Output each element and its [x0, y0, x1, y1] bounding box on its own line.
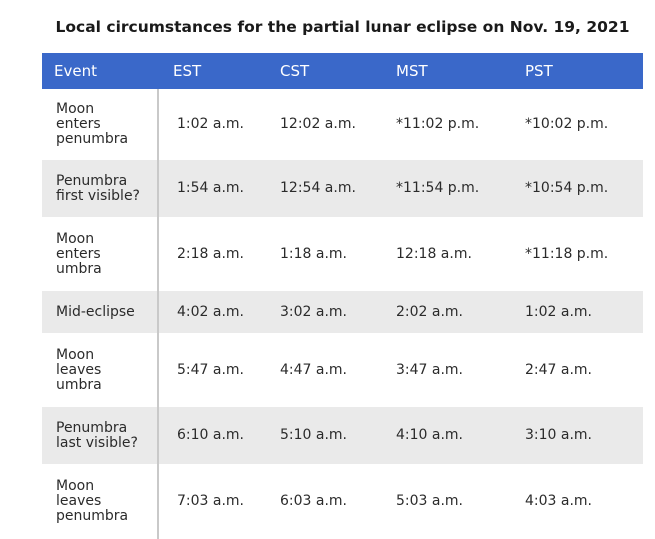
time-cell-mst: *11:54 p.m. [396, 180, 480, 196]
table-row [42, 89, 643, 160]
table-row [42, 291, 643, 333]
time-cell-cst: 1:18 a.m. [280, 245, 348, 262]
time-cell-pst: 2:47 a.m. [525, 361, 593, 378]
time-cell-pst: 3:10 a.m. [525, 427, 593, 443]
column-header-est: EST [173, 62, 202, 80]
column-header-mst: MST [396, 62, 428, 80]
table-row [42, 160, 643, 217]
event-cell: Penumbra last visible? [42, 407, 158, 464]
event-cell: Penumbra first visible? [42, 160, 158, 217]
time-cell-est: 1:54 a.m. [177, 180, 245, 196]
time-cell-cst: 4:47 a.m. [280, 361, 348, 378]
time-cell-cst: 12:02 a.m. [280, 116, 356, 132]
time-cell-pst: *10:54 p.m. [525, 180, 609, 196]
time-cell-mst: 12:18 a.m. [396, 245, 472, 262]
time-cell-est: 7:03 a.m. [177, 493, 245, 509]
time-cell-pst: 1:02 a.m. [525, 303, 593, 320]
time-cell-mst: 3:47 a.m. [396, 361, 464, 378]
event-cell: Moon leaves penumbra [42, 464, 158, 539]
time-cell-est: 2:18 a.m. [177, 245, 245, 262]
time-cell-mst: 4:10 a.m. [396, 427, 464, 443]
column-header-event: Event [54, 62, 97, 80]
event-cell: Moon enters penumbra [42, 89, 158, 160]
time-cell-est: 5:47 a.m. [177, 361, 245, 378]
table-row [42, 407, 643, 464]
event-cell: Moon leaves umbra [42, 333, 158, 407]
time-cell-cst: 3:02 a.m. [280, 303, 348, 320]
column-header-cst: CST [280, 62, 310, 80]
time-cell-cst: 6:03 a.m. [280, 493, 348, 509]
time-cell-mst: 5:03 a.m. [396, 493, 464, 509]
time-cell-est: 6:10 a.m. [177, 427, 245, 443]
time-cell-mst: 2:02 a.m. [396, 303, 464, 320]
table-row [42, 333, 643, 407]
table-title: Local circumstances for the partial lunar eclipse on Nov. 19, 2021 [55, 18, 630, 36]
table-header-row [42, 53, 643, 89]
time-cell-pst: *11:18 p.m. [525, 245, 609, 262]
time-cell-est: 1:02 a.m. [177, 116, 245, 132]
eclipse-times-table [42, 53, 644, 539]
time-cell-cst: 5:10 a.m. [280, 427, 348, 443]
time-cell-cst: 12:54 a.m. [280, 180, 356, 196]
table-row [42, 217, 643, 291]
time-cell-mst: *11:02 p.m. [396, 116, 480, 132]
time-cell-pst: *10:02 p.m. [525, 116, 609, 132]
column-header-pst: PST [525, 62, 553, 80]
table-row [42, 464, 643, 539]
time-cell-est: 4:02 a.m. [177, 303, 245, 320]
event-cell: Moon enters umbra [42, 217, 158, 291]
time-cell-pst: 4:03 a.m. [525, 493, 593, 509]
event-cell: Mid-eclipse [42, 291, 158, 333]
